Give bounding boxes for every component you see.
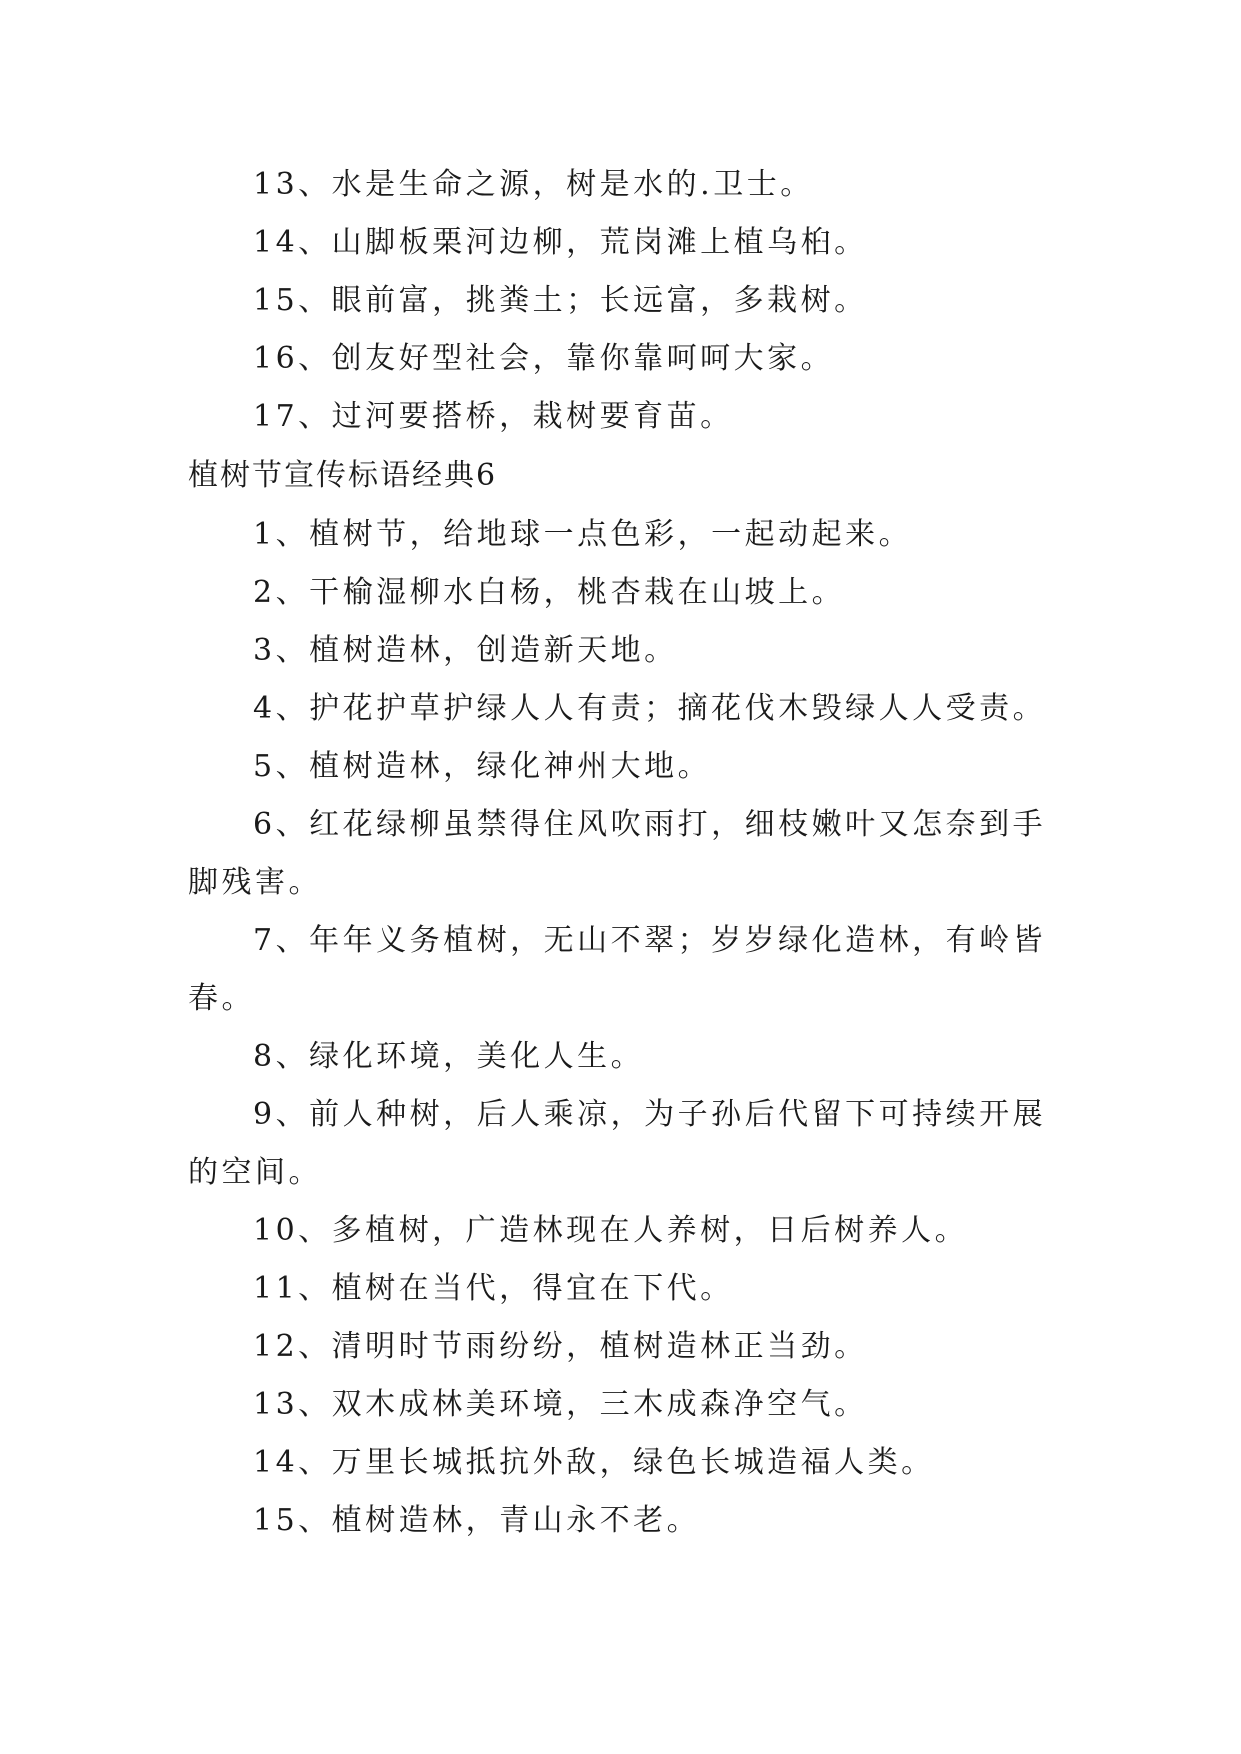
slogan-line: 9、前人种树，后人乘凉，为子孙后代留下可持续开展	[253, 1097, 1047, 1132]
slogan-line: 2、干榆湿柳水白杨，桃杏栽在山坡上。	[253, 575, 846, 610]
slogan-line-continuation: 脚残害。	[188, 865, 322, 900]
slogan-line: 14、山脚板栗河边柳，荒岗滩上植乌桕。	[253, 225, 868, 260]
section-heading: 植树节宣传标语经典6	[188, 458, 498, 493]
slogan-line: 13、水是生命之源，树是水的.卫士。	[253, 167, 814, 202]
slogan-line: 10、多植树，广造林现在人养树，日后树养人。	[253, 1213, 969, 1248]
slogan-line: 7、年年义务植树，无山不翠；岁岁绿化造林，有岭皆	[253, 923, 1047, 958]
slogan-line: 13、双木成林美环境，三木成森净空气。	[253, 1387, 868, 1422]
slogan-line-continuation: 的空间。	[188, 1155, 322, 1190]
slogan-line: 15、植树造林，青山永不老。	[253, 1503, 701, 1538]
slogan-line: 6、红花绿柳虽禁得住风吹雨打，细枝嫩叶又怎奈到手	[253, 807, 1047, 842]
slogan-line: 11、植树在当代，得宜在下代。	[253, 1271, 734, 1306]
slogan-line: 8、绿化环境，美化人生。	[253, 1039, 645, 1074]
slogan-line: 4、护花护草护绿人人有责；摘花伐木毁绿人人受责。	[253, 691, 1047, 726]
slogan-line: 17、过河要搭桥，栽树要育苗。	[253, 399, 734, 434]
slogan-line: 1、植树节，给地球一点色彩，一起动起来。	[253, 517, 913, 552]
slogan-line: 5、植树造林，绿化神州大地。	[253, 749, 712, 784]
slogan-line: 12、清明时节雨纷纷，植树造林正当劲。	[253, 1329, 868, 1364]
slogan-line: 3、植树造林，创造新天地。	[253, 633, 678, 668]
slogan-line: 16、创友好型社会，靠你靠呵呵大家。	[253, 341, 835, 376]
slogan-line-continuation: 春。	[188, 981, 255, 1016]
slogan-line: 14、万里长城抵抗外敌，绿色长城造福人类。	[253, 1445, 935, 1480]
slogan-line: 15、眼前富，挑粪土；长远富，多栽树。	[253, 283, 868, 318]
